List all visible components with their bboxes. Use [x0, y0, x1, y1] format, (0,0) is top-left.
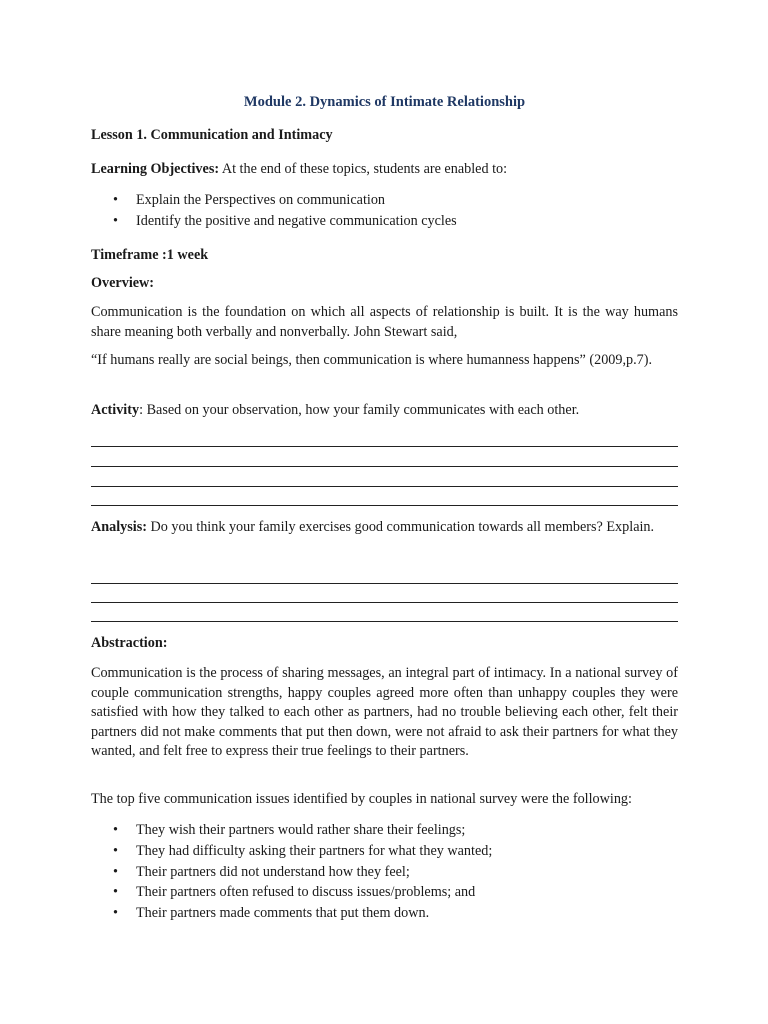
list-item: [91, 190, 678, 211]
overview-paragraph: Communication is the foundation on which all aspects of relationship is built. It is the way humans share meaning both verbally and nonverbally. John Stewart said,: [91, 304, 678, 340]
answer-line[interactable]: [91, 505, 678, 506]
list-item: [91, 841, 678, 862]
activity-prompt: [91, 401, 678, 421]
list-item: [91, 820, 678, 841]
objectives-label: Learning Objectives:: [91, 161, 220, 177]
bullet-icon: •: [113, 863, 118, 880]
answer-line[interactable]: [91, 621, 678, 622]
issues-intro: The top five communication issues identified by couples in national survey were the following:: [91, 791, 632, 807]
bullet-icon: •: [113, 842, 118, 859]
bullet-icon: •: [113, 884, 118, 901]
analysis-prompt: [91, 518, 678, 538]
issues-list: [91, 820, 678, 924]
answer-line[interactable]: [91, 602, 678, 603]
activity-text: : Based on your observation, how your family communicates with each other.: [139, 402, 580, 418]
activity-label: Activity: [91, 402, 140, 418]
objective-text: Explain the Perspectives on communication: [136, 192, 386, 208]
analysis-label: Analysis:: [91, 519, 147, 535]
lesson-title: Lesson 1. Communication and Intimacy: [91, 127, 333, 143]
objective-text: Identify the positive and negative communication cycles: [136, 212, 457, 229]
issue-text: Their partners often refused to discuss issues/problems; and: [136, 884, 476, 901]
answer-line[interactable]: [91, 486, 678, 487]
abstraction-heading: Abstraction:: [91, 635, 168, 651]
list-item: [91, 903, 678, 924]
list-item: [91, 862, 678, 883]
objectives-list: [91, 190, 678, 232]
learning-objectives: [91, 160, 507, 180]
bullet-icon: •: [113, 192, 118, 208]
timeframe: Timeframe :1 week: [91, 247, 209, 263]
issue-text: They wish their partners would rather share their feelings;: [136, 822, 466, 838]
module-title: Module 2. Dynamics of Intimate Relationship: [243, 94, 526, 110]
overview-heading: Overview:: [91, 275, 155, 291]
analysis-text: Do you think your family exercises good communication towards all members? Explain.: [146, 519, 655, 535]
answer-line[interactable]: [91, 446, 678, 447]
issue-text: Their partners made comments that put them down.: [136, 905, 430, 922]
bullet-icon: •: [113, 212, 118, 229]
objectives-text: At the end of these topics, students are enabled to:: [219, 161, 508, 177]
list-item: [91, 882, 678, 903]
bullet-icon: •: [113, 822, 118, 838]
bullet-icon: •: [113, 905, 118, 922]
issue-text: They had difficulty asking their partners for what they wanted;: [136, 842, 493, 859]
answer-line[interactable]: [91, 583, 678, 584]
answer-line[interactable]: [91, 466, 678, 467]
list-item: [91, 211, 678, 232]
stewart-quote: “If humans really are social beings, then communication is where humanness happens” (2009,p.7).: [91, 352, 653, 368]
issue-text: Their partners did not understand how they feel;: [136, 863, 410, 880]
abstraction-paragraph: Communication is the process of sharing messages, an integral part of intimacy. In a national survey of couple communication strengths, happy couples agreed more often than unhappy couples they were satisfied with how they talked to each other as partners, had no trouble believing each other, felt their partners did not make comments that put then down, were not afraid to ask their partners for what they wanted, and felt free to express their true feelings to their partners.: [91, 665, 678, 759]
